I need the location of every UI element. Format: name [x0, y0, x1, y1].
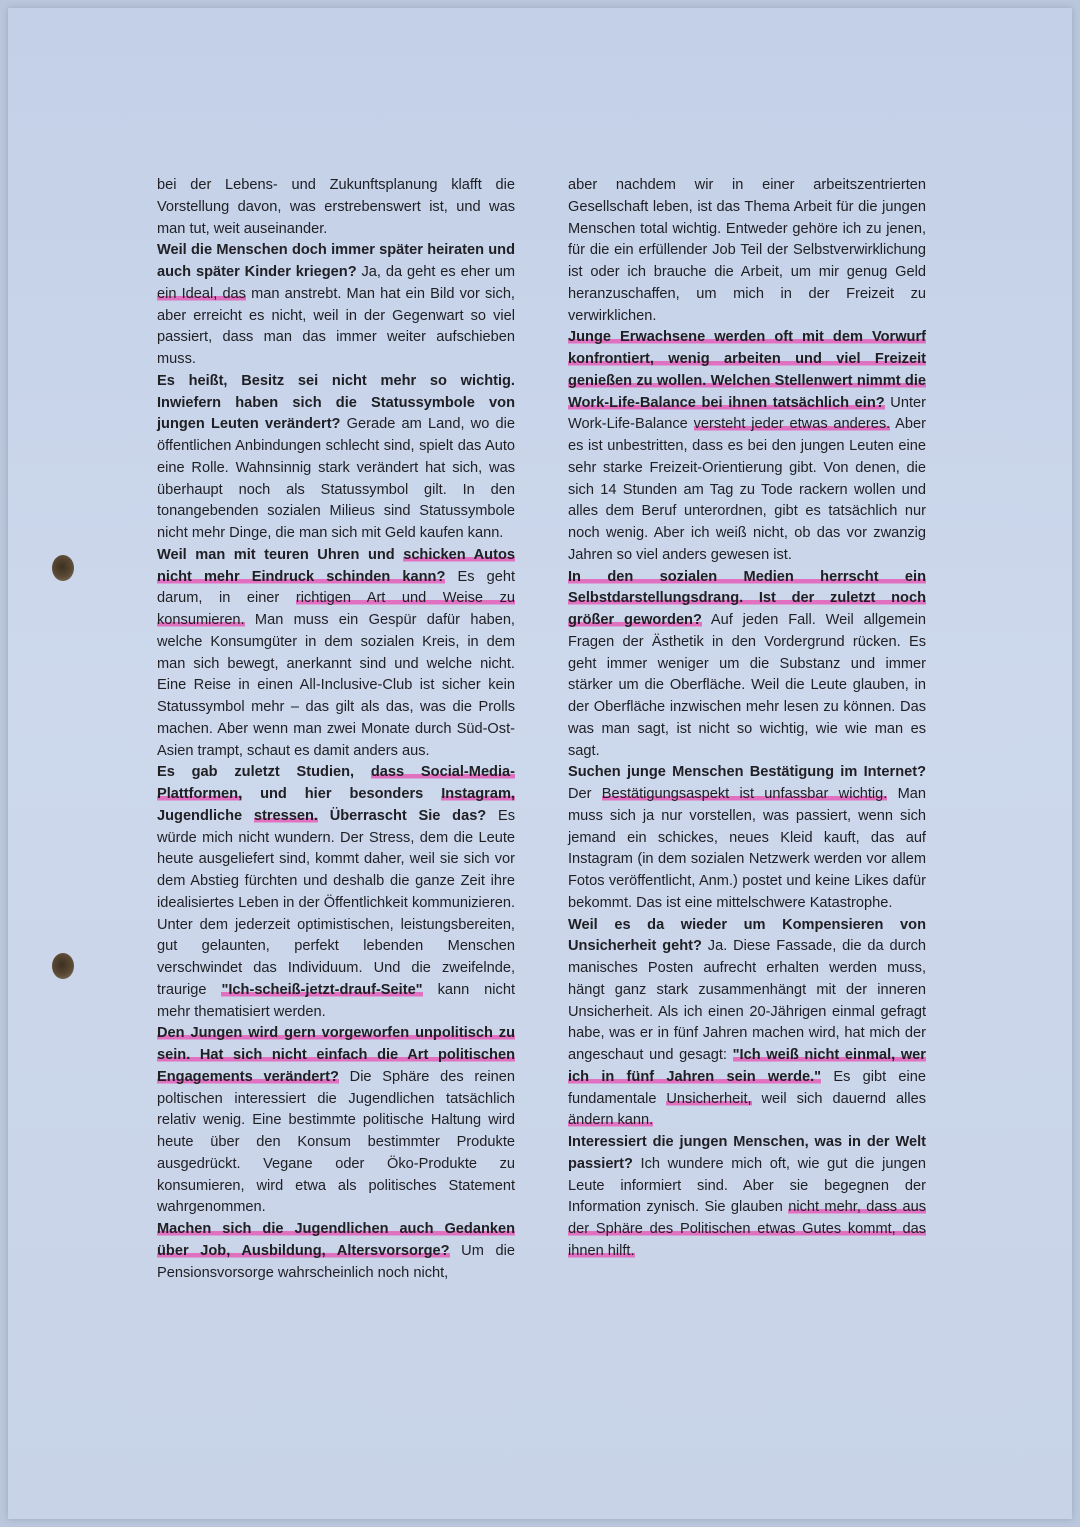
interview-answer: Es geht darum, in einer: [157, 568, 516, 607]
interview-answer: Ja. Diese Fassade, die da durch manisches Posten aufrecht erhalten werden muss, hängt ganz stark zusammenhängt mit der inneren Unsicherheit. Als ich einen 20-Jährigen einmal gefragt habe, was er in fünf Jahren machen wird, hat mich der angeschaut und gesagt:: [568, 938, 926, 1063]
interview-answer: Es gibt eine fundamentale: [568, 1068, 926, 1107]
interview-answer: ein Ideal, das: [157, 285, 246, 302]
interview-question: Junge Erwachsene werden oft mit dem Vorwurf konfrontiert, wenig arbeiten und viel Freizeit genießen zu wollen. Welchen Stellenwert nimmt die Work-Life-Balance bei ihnen tatsächlich ein?: [568, 329, 926, 411]
interview-question: "Ich-scheiß-jetzt-drauf-Seite": [221, 981, 423, 998]
interview-answer: Bestätigungsaspekt ist unfassbar wichtig.: [601, 786, 888, 802]
article-paragraph: [157, 240, 515, 371]
interview-answer: aber nachdem wir in einer arbeitszentrierten Gesellschaft leben, ist das Thema Arbeit für die jungen Menschen total wichtig. Entweder gehöre ich zu jenen, für die ein erfüllender Job Teil der Selbstverwirklichung ist oder ich brauche die Arbeit, um mir genug Geld heranzuschaffen, um mich in der Freizeit zu verwirklichen.: [568, 177, 926, 324]
interview-question: "Ich weiß nicht einmal, wer ich in fünf Jahren sein werde.": [568, 1047, 926, 1085]
interview-question: Es heißt, Besitz sei nicht mehr so wichtig. Inwiefern haben sich die Statussymbole von jungen Leuten verändert?: [157, 372, 515, 433]
interview-answer: kann nicht mehr thematisiert werden.: [157, 981, 515, 1020]
left-column: [157, 175, 515, 1284]
interview-question: Es gab zuletzt Studien,: [157, 764, 371, 781]
article-paragraph: [568, 567, 926, 763]
interview-answer: bei der Lebens- und Zukunftsplanung klafft die Vorstellung davon, was erstrebenswert ist, und was man tut, weit auseinander.: [157, 177, 515, 237]
interview-answer: Unter Work-Life-Balance: [568, 394, 926, 433]
interview-answer: Man muss sich ja nur vorstellen, was passiert, wenn sich jemand ein schickes, neues Kleid kauft, das auf Instagram (in dem sozialen Netzwerk werden vor allem Fotos veröffentlicht, Anm.) postet und keine Likes dafür bekommt. Das ist eine mittelschwere Katastrophe.: [568, 786, 927, 911]
interview-answer: man anstrebt. Man hat ein Bild vor sich, aber erreicht es nicht, weil in der Gegenwart so viel passiert, dass man das immer weiter aufschieben muss.: [157, 285, 515, 367]
interview-answer: ändern kann.: [568, 1112, 654, 1129]
article-paragraph: [157, 1023, 515, 1219]
interview-question: In den sozialen Medien herrscht ein Selbstdarstellungsdrang. Ist der zuletzt noch größer geworden?: [568, 568, 926, 628]
interview-answer: Auf jeden Fall. Weil allgemein Fragen der Ästhetik in den Vordergrund rücken. Es geht immer weniger um die Substanz und immer stärker um die Oberfläche. Weil die Leute glauben, in der Oberfläche inzwischen mehr lesen zu können. Das was man sagt, ist nicht so wichtig, wie wie man es sagt.: [568, 612, 926, 759]
interview-question: schicken Autos nicht mehr Eindruck schinden kann?: [157, 546, 515, 585]
article-paragraph: [568, 327, 926, 566]
interview-answer: nicht mehr, dass aus der Sphäre des Politischen etwas Gutes kommt, das ihnen hilft.: [568, 1199, 926, 1259]
interview-answer: Der: [568, 786, 602, 802]
interview-answer: Aber es ist unbestritten, dass es bei den jungen Leuten eine sehr starke Freizeit-Orientierung gibt. Von denen, die sich 14 Stunden am Tag zu Tode rackern wollen und alles dem Beruf unterordnen, gibt es tatsächlich nur noch wenig. Aber ich weiß nicht, ob das vor zwanzig Jahren so viel anders gewesen ist.: [568, 416, 927, 563]
punch-hole-top: [52, 555, 74, 581]
interview-question: Weil die Menschen doch immer später heiraten und auch später Kinder kriegen?: [157, 242, 515, 280]
interview-question: Jugendliche: [157, 807, 254, 824]
article-paragraph: [157, 762, 515, 1023]
interview-answer: Um die Pensionsvorsorge wahrscheinlich noch nicht,: [157, 1242, 515, 1281]
interview-answer: versteht jeder etwas anderes.: [693, 416, 891, 433]
interview-question: Instagram,: [441, 786, 515, 802]
article-paragraph: [157, 545, 515, 763]
article-paragraph: [568, 762, 926, 914]
interview-answer: Ja, da geht es eher um: [356, 264, 515, 280]
interview-question: Weil es da wieder um Kompensieren von Unsicherheit geht?: [568, 916, 926, 955]
punch-hole-bottom: [52, 953, 74, 979]
interview-answer: weil sich dauernd alles: [751, 1090, 926, 1107]
interview-answer: Man muss ein Gespür dafür haben, welche Konsumgüter in dem sozialen Kreis, in dem man sich bewegt, anerkannt sind und welche nicht. Eine Reise in einen All-Inclusive-Club ist sicher kein Statussymbol mehr – das gilt als das, was die Prolls machen. Aber wenn man zwei Monate durch Süd-Ost-Asien trampt, schaut es damit anders aus.: [157, 612, 515, 759]
interview-question: Machen sich die Jugendlichen auch Gedanken über Job, Ausbildung, Altersvorsorge?: [157, 1221, 515, 1259]
interview-question: Interessiert die jungen Menschen, was in der Welt passiert?: [568, 1134, 926, 1172]
article-paragraph: [568, 1132, 926, 1263]
article-paragraph: [157, 175, 515, 240]
interview-question: stressen.: [253, 807, 318, 824]
interview-question: Weil man mit teuren Uhren und: [157, 546, 404, 563]
interview-answer: Gerade am Land, wo die öffentlichen Anbindungen schlecht sind, spielt das Auto eine Rolle. Wahnsinnig stark verändert hat sich, was überhaupt noch als Statussymbol gilt. In den tonangebenden sozialen Milieus sind Statussymbole nicht mehr Dinge, die man sich mit Geld kaufen kann.: [157, 416, 516, 541]
interview-question: und hier besonders: [242, 786, 442, 802]
article-paragraph: [157, 1219, 515, 1284]
article-paragraph: [568, 175, 926, 327]
interview-answer: Unsicherheit,: [666, 1090, 752, 1107]
interview-answer: richtigen Art und Weise zu konsumieren.: [157, 590, 515, 628]
interview-question: Überrascht Sie das?: [317, 807, 487, 824]
right-column: [568, 175, 926, 1263]
interview-answer: Es würde mich nicht wundern. Der Stress, dem die Leute heute ausgeliefert sind, kommt daher, weil sie sich vor dem Abstieg fürchten und deshalb die ganze Zeit ihre idealisiertes Leben in der Öffentlichkeit kommunizieren. Unter dem jederzeit optimistischen, leistungsbereiten, gut gelaunten, perfekt lebenden Menschen verschwindet das Individuum. Und die zweifelnde, traurige: [157, 807, 516, 998]
interview-question: Den Jungen wird gern vorgeworfen unpolitisch zu sein. Hat sich nicht einfach die Art politischen Engagements verändert?: [157, 1025, 515, 1085]
interview-question: dass Social-Media-Plattformen,: [157, 764, 516, 802]
article-paragraph: [568, 915, 926, 1133]
interview-answer: Ich wundere mich oft, wie gut die jungen Leute informiert sind. Aber sie begegnen der Information zynisch. Sie glauben: [568, 1155, 926, 1216]
article-paragraph: [157, 371, 515, 545]
interview-answer: Die Sphäre des reinen poltischen interessiert die Jugendlichen tatsächlich relativ wenig. Eine bestimmte politische Haltung wird heute über den Konsum bestimmter Produkte ausgedrückt. Vegane oder Öko-Produkte zu konsumieren, wird etwa als politisches Statement wahrgenommen.: [157, 1068, 515, 1216]
interview-question: Suchen junge Menschen Bestätigung im Internet?: [568, 764, 926, 781]
